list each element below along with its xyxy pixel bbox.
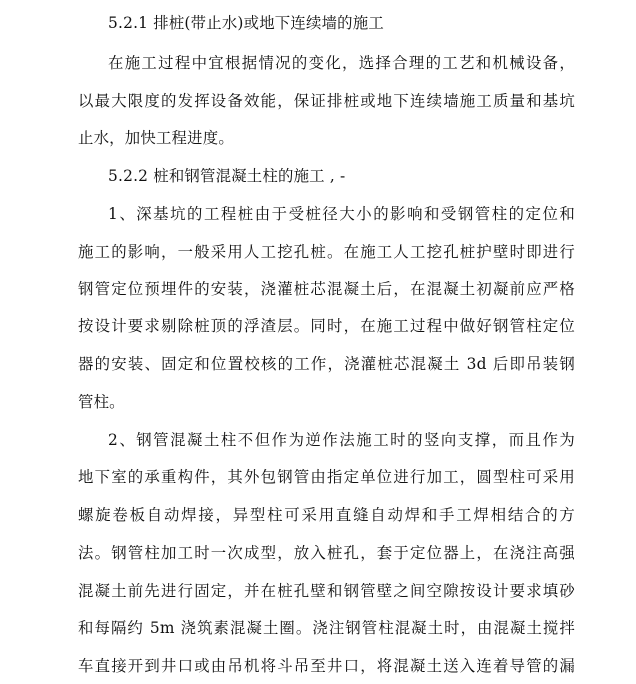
- paragraph-line: 1、深基坑的工程桩由于受桩径大小的影响和受钢管柱的定位和: [108, 205, 575, 223]
- paragraph-line: 以最大限度的发挥设备效能，保证排桩或地下连续墙施工质量和基坑: [78, 92, 575, 110]
- paragraph-line: 混凝土前先进行固定，并在桩孔壁和钢管壁之间空隙按设计要求填砂: [78, 582, 575, 600]
- paragraph-line: 管柱。: [78, 393, 125, 411]
- section-heading-5-2-2: 5.2.2 桩和钢管混凝土柱的施工 , -: [108, 167, 346, 185]
- paragraph-line: 钢管定位预埋件的安装，浇灌桩芯混凝土后，在混凝土初凝前应严格: [78, 280, 575, 298]
- paragraph-line: 法。钢管柱加工时一次成型，放入桩孔，套于定位器上，在浇注高强: [78, 544, 575, 562]
- paragraph-line: 地下室的承重构件，其外包钢管由指定单位进行加工，圆型柱可采用: [78, 468, 575, 486]
- paragraph-line: 在施工过程中宜根据情况的变化，选择合理的工艺和机械设备，: [108, 54, 575, 72]
- paragraph-line: 止水，加快工程进度。: [78, 129, 234, 147]
- paragraph-line: 施工的影响，一般采用人工挖孔桩。在施工人工挖孔桩护壁时即进行: [78, 243, 575, 261]
- paragraph-line: 和每隔约 5m 浇筑素混凝土圈。浇注钢管柱混凝土时，由混凝土搅拌: [78, 619, 575, 637]
- paragraph-line: 按设计要求剔除桩顶的浮渣层。同时，在施工过程中做好钢管柱定位: [78, 317, 575, 335]
- paragraph-line: 器的安装、固定和位置校核的工作，浇灌桩芯混凝土 3d 后即吊装钢: [78, 355, 575, 373]
- paragraph-line: 车直接开到井口或由吊机将斗吊至井口，将混凝土送入连着导管的漏: [78, 657, 575, 675]
- section-heading-5-2-1: 5.2.1 排桩(带止水)或地下连续墙的施工: [108, 14, 384, 32]
- paragraph-line: 螺旋卷板自动焊接，异型柱可采用直缝自动焊和手工焊相结合的方: [78, 506, 575, 524]
- paragraph-line: 2、钢管混凝土柱不但作为逆作法施工时的竖向支撑，而且作为: [108, 431, 575, 449]
